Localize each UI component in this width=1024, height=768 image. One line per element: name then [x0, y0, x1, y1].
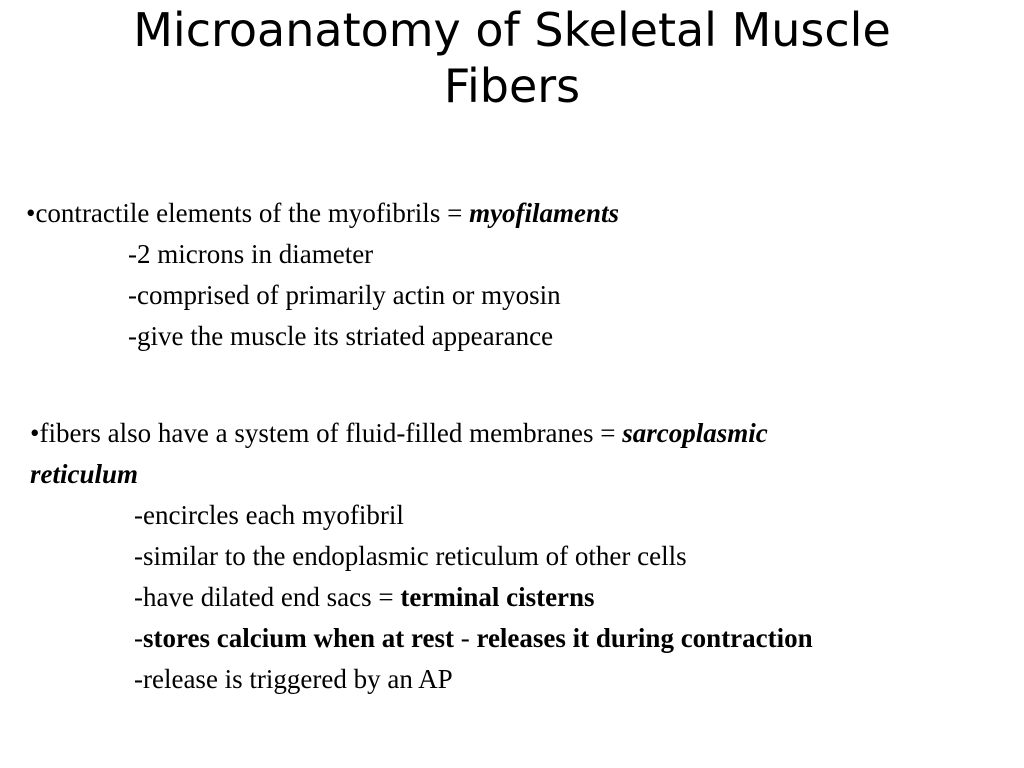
sub-item-term: stores calcium when at rest	[143, 623, 454, 653]
sub-item: -comprised of primarily actin or myosin	[128, 280, 561, 310]
sub-item: -encircles each myofibril	[134, 500, 404, 530]
title-line-2: Fibers	[443, 59, 581, 113]
sub-item	[30, 577, 813, 618]
sub-item-text: -have dilated end sacs =	[134, 582, 401, 612]
sub-item: -2 microns in diameter	[128, 239, 374, 269]
sub-item-text: -	[134, 623, 143, 653]
sub-item	[30, 618, 813, 659]
sub-item-term: releases it during contraction	[476, 623, 813, 653]
bullet-myofilaments	[26, 193, 619, 234]
sub-item: -similar to the endoplasmic reticulum of other cells	[134, 541, 687, 571]
sub-item: -release is triggered by an AP	[134, 664, 453, 694]
bullet-text: •contractile elements of the myofibrils =	[26, 198, 470, 228]
title-line-1: Microanatomy of Skeletal Muscle	[133, 3, 891, 57]
bullet-term-continued: reticulum	[30, 459, 139, 489]
bullet-sarcoplasmic-reticulum	[30, 413, 813, 454]
sub-item-term: terminal cisterns	[400, 582, 595, 612]
sub-item-separator: -	[453, 623, 477, 653]
bullet-block-sarcoplasmic-reticulum	[30, 413, 813, 700]
bullet-text: •fibers also have a system of fluid-filled membranes =	[30, 418, 623, 448]
bullet-term: sarcoplasmic	[622, 418, 768, 448]
bullet-term: myofilaments	[469, 198, 620, 228]
bullet-block-myofilaments	[26, 193, 619, 357]
sub-item: -give the muscle its striated appearance	[128, 321, 554, 351]
slide-title	[0, 2, 1024, 114]
